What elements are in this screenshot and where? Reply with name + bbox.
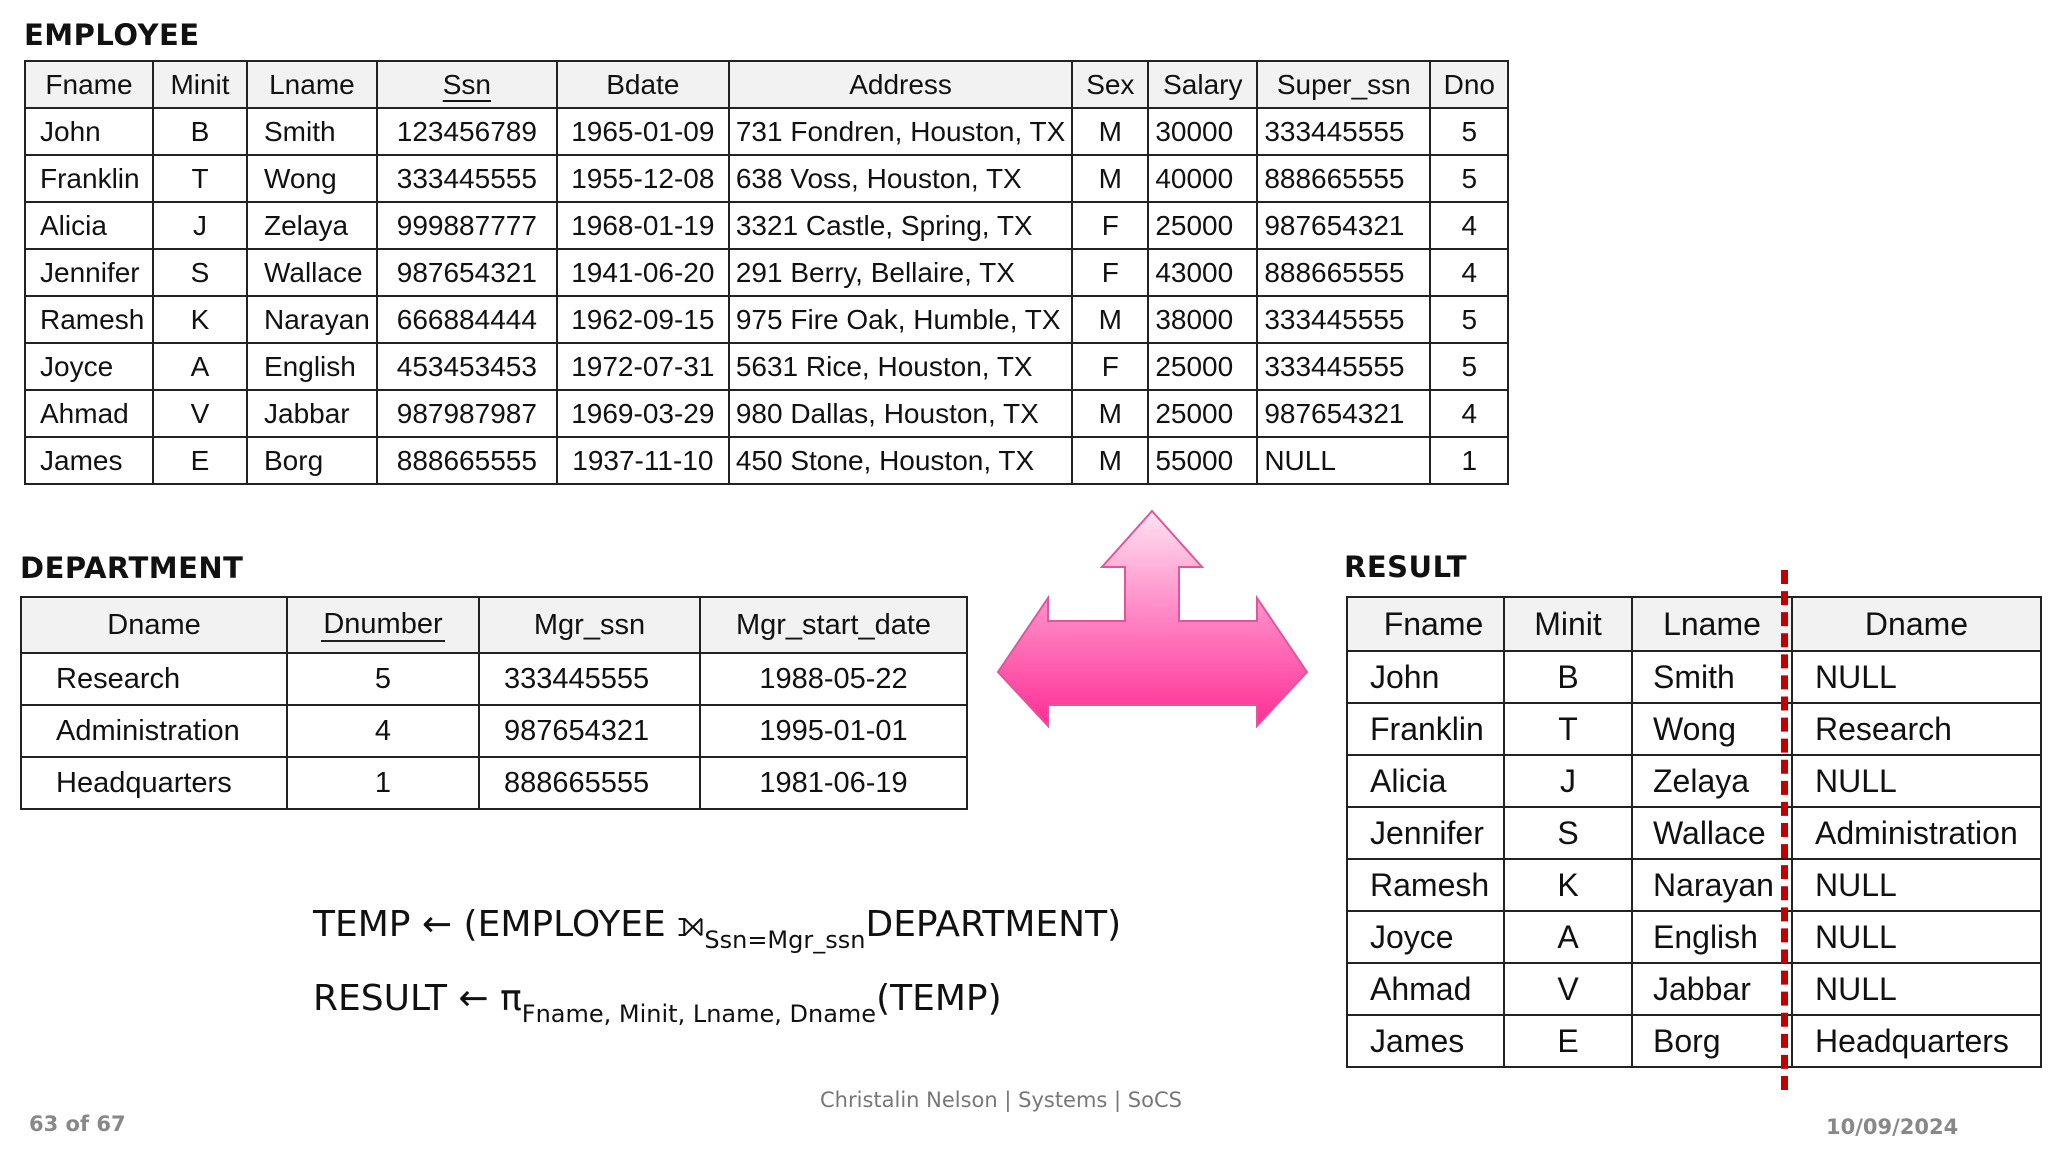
table-cell: 450 Stone, Houston, TX xyxy=(729,437,1072,484)
table-cell: Smith xyxy=(1632,651,1792,703)
table-cell: James xyxy=(1347,1015,1504,1067)
table-cell: Jabbar xyxy=(247,390,377,437)
table-cell: S xyxy=(1504,807,1632,859)
result-header-row xyxy=(1347,597,2041,651)
table-cell: 987987987 xyxy=(377,390,557,437)
table-cell: 888665555 xyxy=(377,437,557,484)
three-way-arrow-icon xyxy=(995,508,1310,728)
table-cell: NULL xyxy=(1792,963,2041,1015)
table-cell: 1981-06-19 xyxy=(700,757,967,809)
table-row xyxy=(25,155,1508,202)
table-cell: Ramesh xyxy=(25,296,153,343)
column-header: Minit xyxy=(153,61,247,108)
table-cell: Administration xyxy=(1792,807,2041,859)
table-cell: English xyxy=(247,343,377,390)
table-cell: 123456789 xyxy=(377,108,557,155)
table-cell: 453453453 xyxy=(377,343,557,390)
table-cell: J xyxy=(153,202,247,249)
table-cell: 55000 xyxy=(1148,437,1257,484)
table-cell: 638 Voss, Houston, TX xyxy=(729,155,1072,202)
table-cell: 1962-09-15 xyxy=(557,296,729,343)
table-row xyxy=(25,108,1508,155)
table-cell: Joyce xyxy=(25,343,153,390)
table-cell: Franklin xyxy=(1347,703,1504,755)
table-cell: 5 xyxy=(1430,296,1508,343)
table-cell: 5 xyxy=(1430,155,1508,202)
table-cell: 5 xyxy=(287,653,479,705)
table-cell: 980 Dallas, Houston, TX xyxy=(729,390,1072,437)
table-cell: M xyxy=(1072,437,1148,484)
table-row xyxy=(1347,755,2041,807)
table-cell: 987654321 xyxy=(377,249,557,296)
department-table xyxy=(20,596,968,810)
table-cell: Borg xyxy=(1632,1015,1792,1067)
table-cell: Alicia xyxy=(25,202,153,249)
table-cell: S xyxy=(153,249,247,296)
table-cell: K xyxy=(153,296,247,343)
table-cell: A xyxy=(1504,911,1632,963)
table-cell: 30000 xyxy=(1148,108,1257,155)
table-cell: NULL xyxy=(1257,437,1430,484)
column-header-key xyxy=(377,61,557,108)
table-cell: T xyxy=(153,155,247,202)
table-cell: Administration xyxy=(21,705,287,757)
table-cell: Wallace xyxy=(1632,807,1792,859)
table-cell: English xyxy=(1632,911,1792,963)
table-cell: 987654321 xyxy=(479,705,700,757)
column-header: Sex xyxy=(1072,61,1148,108)
table-cell: 987654321 xyxy=(1257,390,1430,437)
table-cell: 1941-06-20 xyxy=(557,249,729,296)
table-row xyxy=(1347,807,2041,859)
table-row xyxy=(1347,1015,2041,1067)
table-cell: Narayan xyxy=(1632,859,1792,911)
table-cell: 888665555 xyxy=(479,757,700,809)
table-cell: 5 xyxy=(1430,343,1508,390)
table-cell: F xyxy=(1072,202,1148,249)
formula-temp-end: DEPARTMENT) xyxy=(865,904,1122,945)
column-header: Dname xyxy=(21,597,287,653)
formula-result-end: (TEMP) xyxy=(876,978,1002,1019)
table-cell: 4 xyxy=(287,705,479,757)
table-cell: M xyxy=(1072,155,1148,202)
table-cell: Research xyxy=(21,653,287,705)
column-header: Salary xyxy=(1148,61,1257,108)
table-row xyxy=(21,757,967,809)
table-cell: Wallace xyxy=(247,249,377,296)
table-cell: 731 Fondren, Houston, TX xyxy=(729,108,1072,155)
formula-temp-subscript: Ssn=Mgr_ssn xyxy=(704,926,866,954)
table-row xyxy=(21,705,967,757)
employee-table xyxy=(24,60,1509,485)
table-cell: 4 xyxy=(1430,390,1508,437)
table-cell: 333445555 xyxy=(1257,343,1430,390)
table-cell: 999887777 xyxy=(377,202,557,249)
table-cell: 40000 xyxy=(1148,155,1257,202)
table-cell: A xyxy=(153,343,247,390)
primary-key-label: Ssn xyxy=(442,68,491,100)
formula-temp-main: TEMP ← (EMPLOYEE ⟕ xyxy=(313,904,705,945)
table-cell: M xyxy=(1072,108,1148,155)
table-cell: E xyxy=(153,437,247,484)
table-row xyxy=(25,249,1508,296)
table-cell: 333445555 xyxy=(377,155,557,202)
primary-key-label: Dnumber xyxy=(321,609,444,643)
table-cell: NULL xyxy=(1792,911,2041,963)
table-cell: 1 xyxy=(1430,437,1508,484)
table-cell: NULL xyxy=(1792,651,2041,703)
table-cell: 5 xyxy=(1430,108,1508,155)
table-cell: Smith xyxy=(247,108,377,155)
employee-title: EMPLOYEE xyxy=(24,18,200,52)
table-cell: 291 Berry, Bellaire, TX xyxy=(729,249,1072,296)
column-header: Lname xyxy=(247,61,377,108)
table-cell: Borg xyxy=(247,437,377,484)
table-row xyxy=(25,202,1508,249)
column-header: Mgr_start_date xyxy=(700,597,967,653)
table-cell: 1 xyxy=(287,757,479,809)
department-header-row xyxy=(21,597,967,653)
table-cell: Zelaya xyxy=(1632,755,1792,807)
column-header: Minit xyxy=(1504,597,1632,651)
column-header: Lname xyxy=(1632,597,1792,651)
table-cell: J xyxy=(1504,755,1632,807)
table-cell: 43000 xyxy=(1148,249,1257,296)
table-cell: 1995-01-01 xyxy=(700,705,967,757)
table-cell: Wong xyxy=(1632,703,1792,755)
column-divider-dashed-line xyxy=(1781,570,1788,1090)
table-cell: 5631 Rice, Houston, TX xyxy=(729,343,1072,390)
table-cell: F xyxy=(1072,343,1148,390)
column-header: Mgr_ssn xyxy=(479,597,700,653)
table-cell: M xyxy=(1072,296,1148,343)
column-header: Fname xyxy=(1347,597,1504,651)
footer-author: Christalin Nelson | Systems | SoCS xyxy=(820,1088,1182,1112)
formula-result-main: RESULT ← π xyxy=(313,978,522,1019)
table-cell: 333445555 xyxy=(1257,108,1430,155)
table-cell: V xyxy=(153,390,247,437)
table-cell: 4 xyxy=(1430,202,1508,249)
table-cell: 1937-11-10 xyxy=(557,437,729,484)
table-cell: John xyxy=(1347,651,1504,703)
table-cell: Zelaya xyxy=(247,202,377,249)
table-row xyxy=(25,437,1508,484)
result-table xyxy=(1346,596,2042,1068)
table-cell: NULL xyxy=(1792,859,2041,911)
table-row xyxy=(1347,911,2041,963)
table-cell: Ahmad xyxy=(1347,963,1504,1015)
table-cell: 1955-12-08 xyxy=(557,155,729,202)
column-header: Dno xyxy=(1430,61,1508,108)
table-cell: Joyce xyxy=(1347,911,1504,963)
column-header: Dname xyxy=(1792,597,2041,651)
table-cell: 1969-03-29 xyxy=(557,390,729,437)
table-cell: Narayan xyxy=(247,296,377,343)
table-cell: 666884444 xyxy=(377,296,557,343)
table-cell: Jennifer xyxy=(1347,807,1504,859)
table-cell: Headquarters xyxy=(1792,1015,2041,1067)
table-cell: 1988-05-22 xyxy=(700,653,967,705)
table-cell: 333445555 xyxy=(1257,296,1430,343)
column-header: Super_ssn xyxy=(1257,61,1430,108)
table-row xyxy=(1347,703,2041,755)
table-cell: Ahmad xyxy=(25,390,153,437)
table-cell: 25000 xyxy=(1148,390,1257,437)
table-cell: 1965-01-09 xyxy=(557,108,729,155)
table-cell: 1972-07-31 xyxy=(557,343,729,390)
table-cell: E xyxy=(1504,1015,1632,1067)
formula-temp xyxy=(313,904,1121,954)
table-cell: Headquarters xyxy=(21,757,287,809)
table-cell: James xyxy=(25,437,153,484)
table-row xyxy=(1347,859,2041,911)
table-cell: 25000 xyxy=(1148,202,1257,249)
department-title: DEPARTMENT xyxy=(20,551,244,585)
table-cell: T xyxy=(1504,703,1632,755)
table-cell: B xyxy=(1504,651,1632,703)
table-cell: M xyxy=(1072,390,1148,437)
page-number: 63 of 67 xyxy=(29,1112,126,1136)
table-cell: K xyxy=(1504,859,1632,911)
table-cell: Wong xyxy=(247,155,377,202)
table-row xyxy=(21,653,967,705)
table-cell: 38000 xyxy=(1148,296,1257,343)
formula-result xyxy=(313,978,1002,1028)
table-cell: Research xyxy=(1792,703,2041,755)
table-cell: Franklin xyxy=(25,155,153,202)
table-cell: F xyxy=(1072,249,1148,296)
table-row xyxy=(1347,963,2041,1015)
table-cell: V xyxy=(1504,963,1632,1015)
table-cell: NULL xyxy=(1792,755,2041,807)
result-title: RESULT xyxy=(1344,550,1468,584)
table-row xyxy=(25,343,1508,390)
table-cell: 4 xyxy=(1430,249,1508,296)
table-cell: Jennifer xyxy=(25,249,153,296)
formula-result-subscript: Fname, Minit, Lname, Dname xyxy=(521,1000,877,1028)
table-row xyxy=(25,296,1508,343)
column-header: Address xyxy=(729,61,1072,108)
table-cell: 987654321 xyxy=(1257,202,1430,249)
table-cell: 1968-01-19 xyxy=(557,202,729,249)
table-cell: Jabbar xyxy=(1632,963,1792,1015)
table-cell: B xyxy=(153,108,247,155)
table-row xyxy=(25,390,1508,437)
table-cell: 888665555 xyxy=(1257,155,1430,202)
column-header-key xyxy=(287,597,479,653)
table-cell: Ramesh xyxy=(1347,859,1504,911)
table-row xyxy=(1347,651,2041,703)
table-cell: 25000 xyxy=(1148,343,1257,390)
table-cell: 975 Fire Oak, Humble, TX xyxy=(729,296,1072,343)
table-cell: Alicia xyxy=(1347,755,1504,807)
table-cell: 888665555 xyxy=(1257,249,1430,296)
column-header: Bdate xyxy=(557,61,729,108)
table-cell: 3321 Castle, Spring, TX xyxy=(729,202,1072,249)
employee-header-row xyxy=(25,61,1508,108)
table-cell: John xyxy=(25,108,153,155)
table-cell: 333445555 xyxy=(479,653,700,705)
footer-date: 10/09/2024 xyxy=(1826,1115,1959,1139)
column-header: Fname xyxy=(25,61,153,108)
